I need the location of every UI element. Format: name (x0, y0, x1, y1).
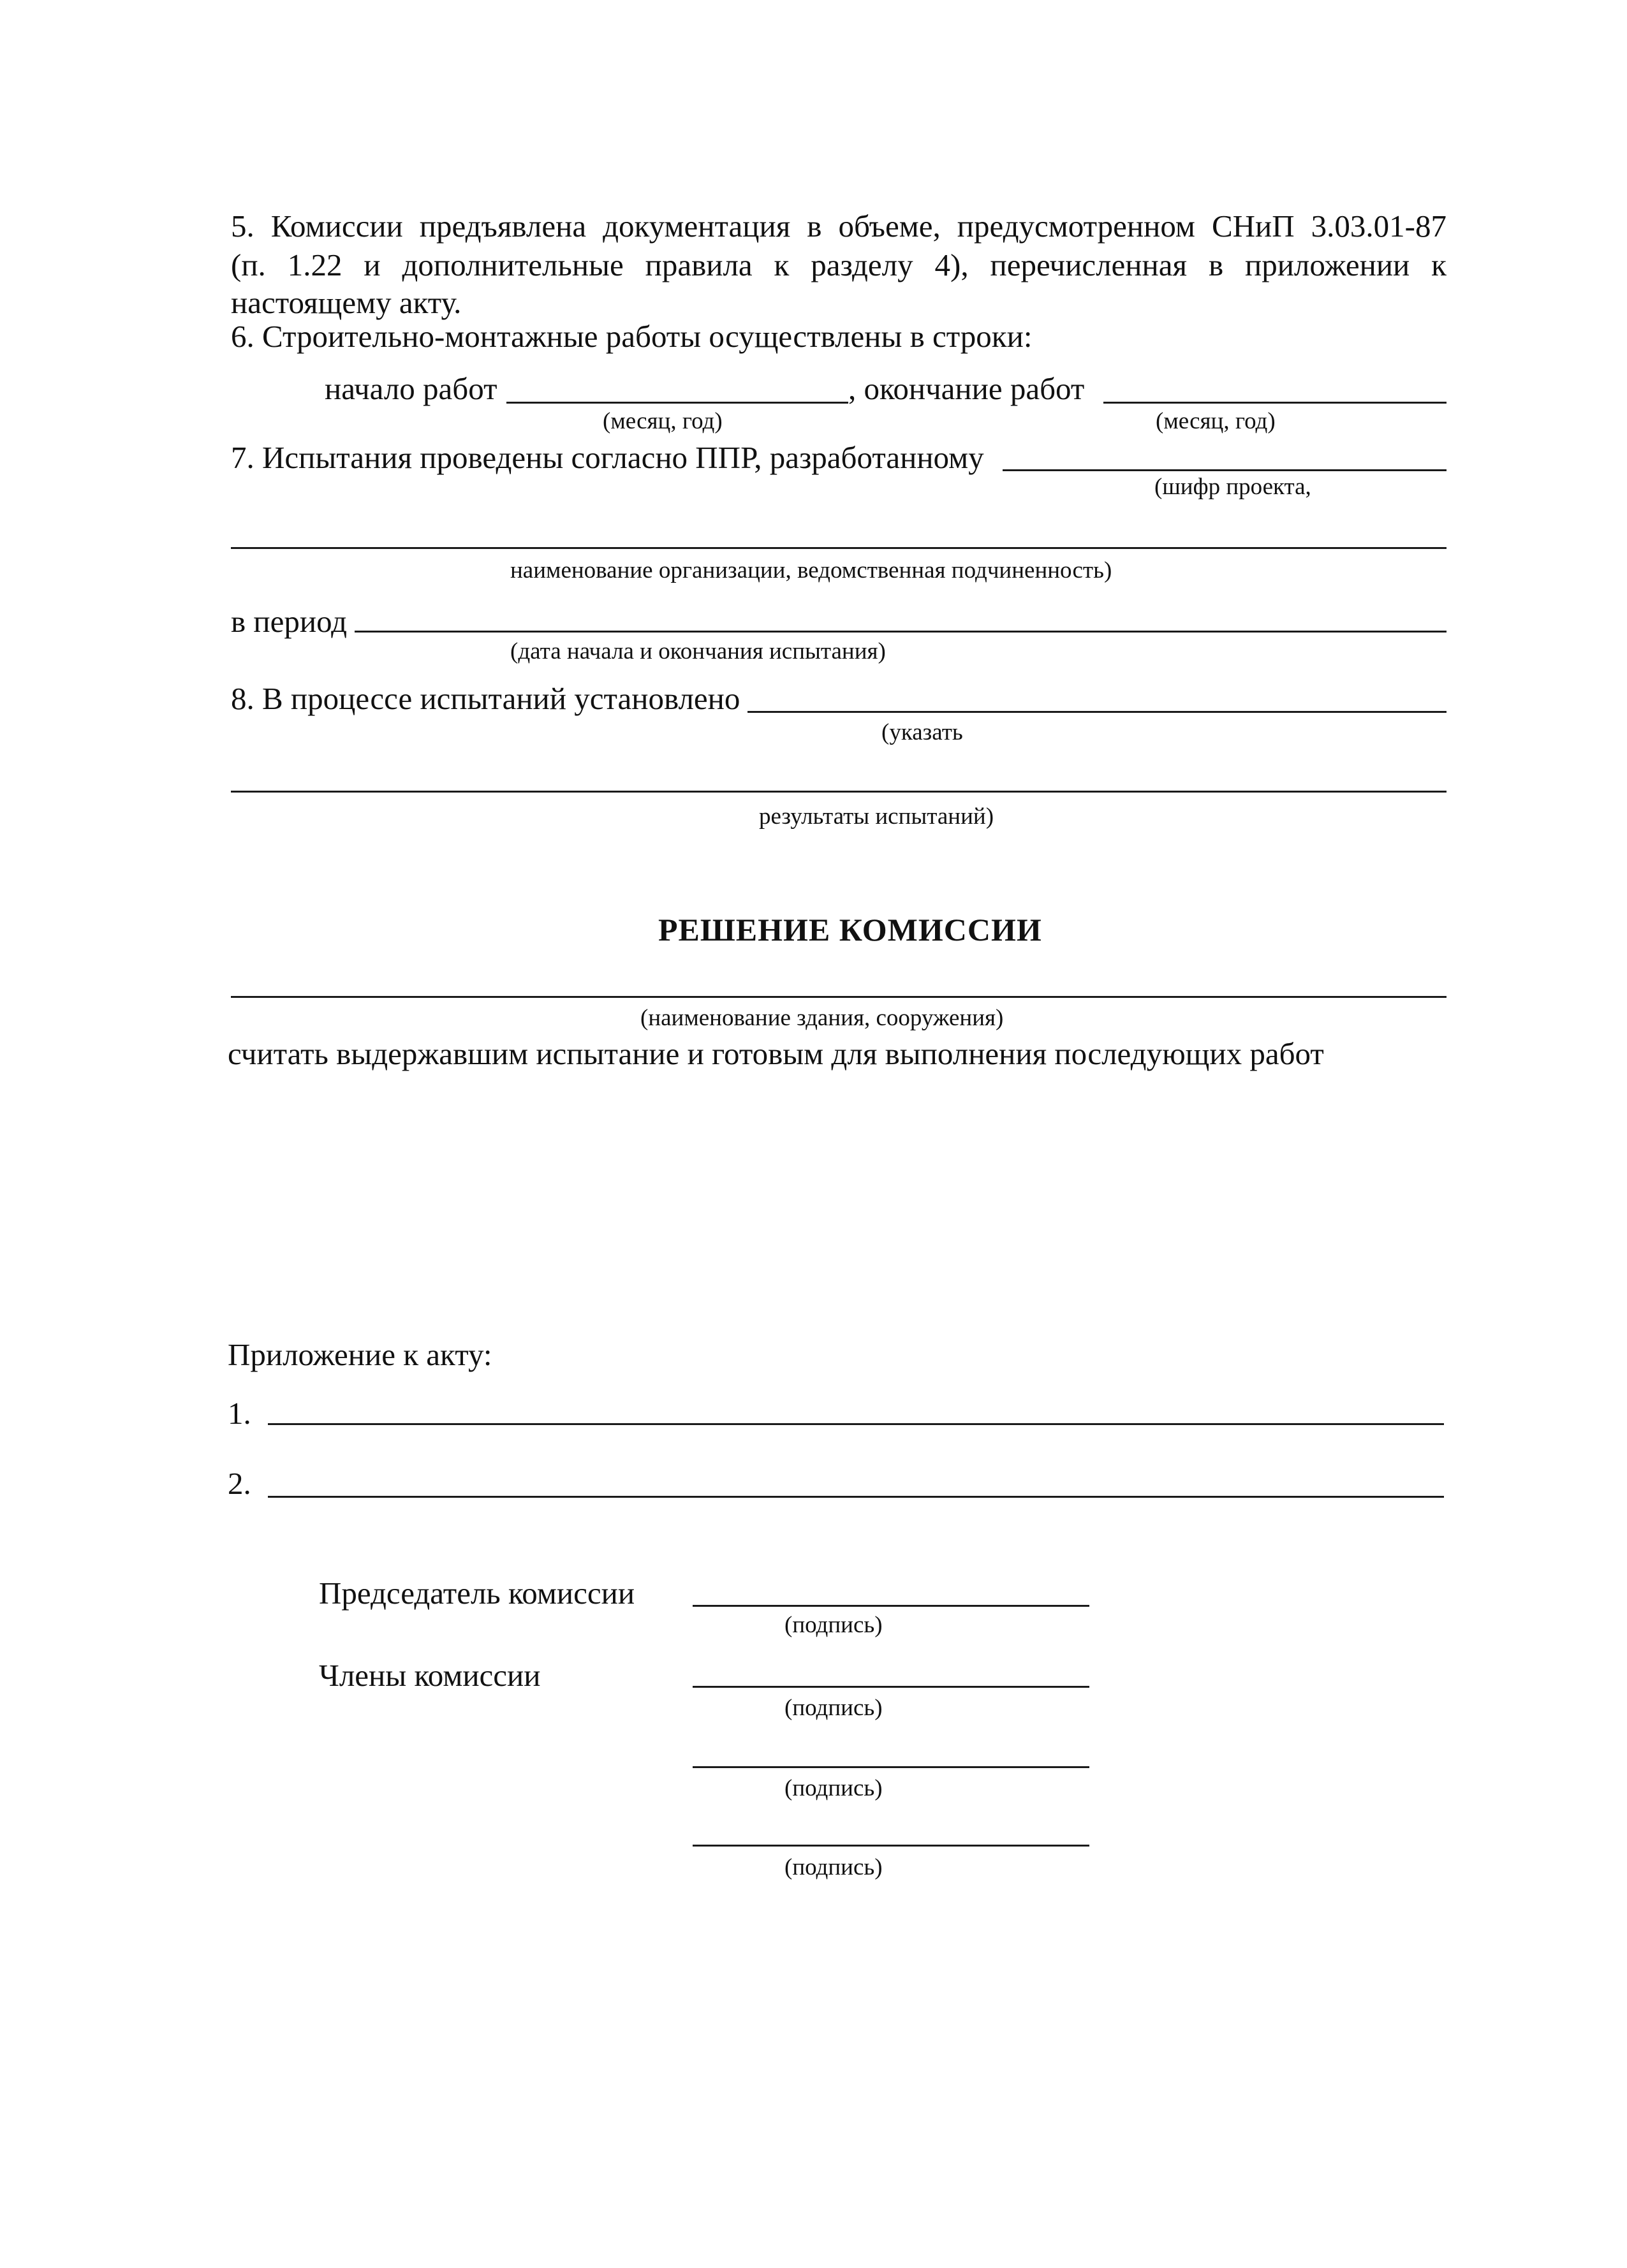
item5-line2: (п. 1.22 и дополнительные правила к разделу 4), перечисленная в приложении к (231, 247, 1447, 282)
results-field-2[interactable] (231, 791, 1447, 793)
chairman-signature-field[interactable] (693, 1605, 1089, 1607)
member2-signature-caption: (подпись) (784, 1775, 883, 1801)
project-code-field[interactable] (1003, 469, 1447, 471)
period-label: в период (231, 604, 348, 639)
work-start-caption: (месяц, год) (603, 408, 723, 434)
item7-text: 7. Испытания проведены согласно ППР, разработанному (231, 440, 984, 475)
member1-signature-caption: (подпись) (784, 1695, 883, 1721)
results-caption2: результаты испытаний) (759, 803, 994, 830)
member1-signature-field[interactable] (693, 1686, 1089, 1688)
appendix-title: Приложение к акту: (228, 1337, 492, 1372)
item6-text: 6. Строительно-монтажные работы осуществлены в строки: (231, 319, 1033, 354)
organization-caption: наименование организации, ведомственная подчиненность) (510, 557, 1112, 583)
member2-signature-field[interactable] (693, 1766, 1089, 1768)
work-end-label: , окончание работ (848, 371, 1085, 406)
period-caption: (дата начала и окончания испытания) (510, 638, 886, 664)
organization-field[interactable] (231, 547, 1447, 549)
results-field[interactable] (747, 711, 1447, 713)
building-name-caption: (наименование здания, сооружения) (640, 1005, 1004, 1031)
work-end-caption: (месяц, год) (1156, 408, 1276, 434)
appendix-item1-number: 1. (228, 1396, 251, 1431)
appendix-item1-field[interactable] (268, 1423, 1444, 1425)
work-end-field[interactable] (1103, 402, 1447, 404)
chairman-signature-caption: (подпись) (784, 1612, 883, 1638)
results-caption1: (указать (881, 719, 963, 745)
member3-signature-field[interactable] (693, 1845, 1089, 1847)
building-name-field[interactable] (231, 996, 1447, 998)
appendix-item2-field[interactable] (268, 1496, 1444, 1498)
item5-line3: настоящему акту. (231, 285, 462, 320)
members-label: Члены комиссии (319, 1658, 541, 1693)
work-start-label: начало работ (325, 371, 497, 406)
appendix-item2-number: 2. (228, 1466, 251, 1501)
work-start-field[interactable] (506, 402, 848, 404)
period-field[interactable] (355, 631, 1447, 633)
item5-line1: 5. Комиссии предъявлена документация в объеме, предусмотренном СНиП 3.03.01-87 (231, 209, 1447, 244)
decision-text: считать выдержавшим испытание и готовым для выполнения последующих работ (228, 1036, 1324, 1071)
item8-text: 8. В процессе испытаний установлено (231, 681, 740, 716)
project-code-caption: (шифр проекта, (1154, 474, 1311, 500)
member3-signature-caption: (подпись) (784, 1854, 883, 1880)
decision-title: РЕШЕНИЕ КОМИССИИ (658, 912, 1042, 947)
chairman-label: Председатель комиссии (319, 1576, 635, 1611)
